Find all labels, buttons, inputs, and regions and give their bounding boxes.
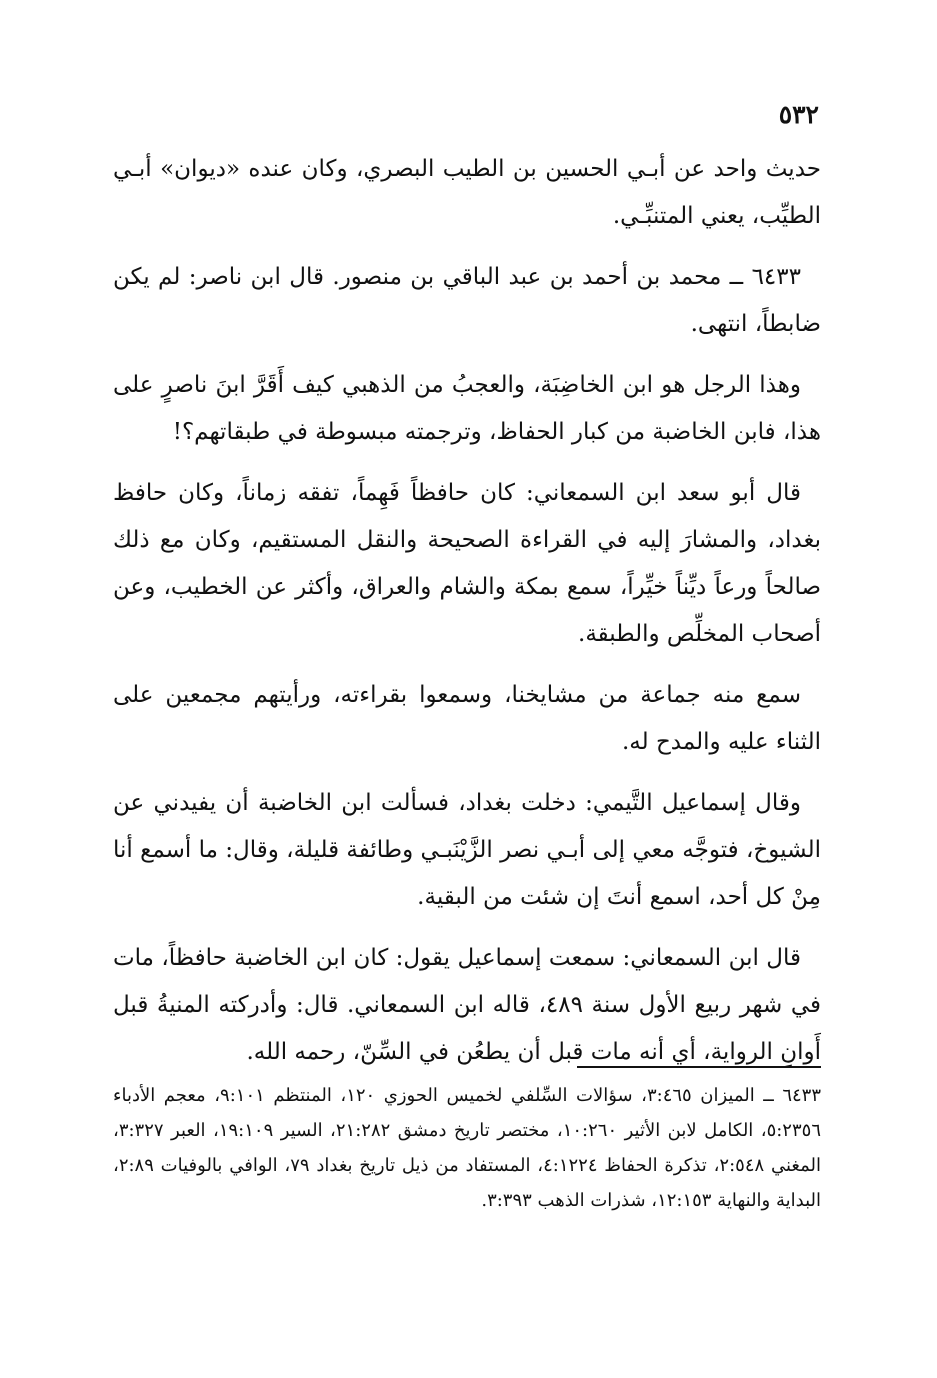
paragraph: وهذا الرجل هو ابن الخاضِبَة، والعجبُ من الذهبي كيف أَقَرَّ ابنَ ناصرٍ على هذا، فابن الخاضبة من كبار الحفاظ، وترجمته مبسوطة في طبقاتهم؟! (113, 372, 821, 445)
paragraph: قال ابن السمعاني: سمعت إسماعيل يقول: كان ابن الخاضبة حافظاً، مات في شهر ربيع الأول سنة ٤٨٩، قاله ابن السمعاني. قال: وأدركته المنيةُ قبل أَوانِ الرواية، أي أنه مات قبل أن يطعُن في السِّنّ، رحمه الله. (113, 945, 822, 1065)
footnote (113, 1078, 821, 1218)
footnote-text: ٦٤٣٣ ــ الميزان ٣:٤٦٥، سؤالات السِّلفي لخميس الحوزي ١٢٠، المنتظم ٩:١٠١، معجم الأدباء ٥:٢٣٥٦، الكامل لابن الأثير ١٠:٢٦٠، مختصر تاريخ دمشق ٢١:٢٨٢، السير ١٩:١٠٩، العبر ٣:٣٢٧، المغني ٢:٥٤٨، تذكرة الحفاظ ٤:١٢٢٤، المستفاد من ذيل تاريخ بغداد ٧٩، الوافي بالوفيات ٢:٨٩، البداية والنهاية ١٢:١٥٣، شذرات الذهب ٣:٣٩٣. (113, 1085, 822, 1211)
paragraph: وقال إسماعيل التَّيمي: دخلت بغداد، فسألت ابن الخاضبة أن يفيدني عن الشيوخ، فتوجَّه معي إلى أبـي نصر الزَّيْنَبـي وطائفة قليلة، وقال: ما أسمع أنا مِنْ كل أحد، اسمع أنتَ إن شئت من البقية. (113, 790, 821, 910)
main-text (113, 146, 821, 1090)
page-number: ٥٣٢ (778, 100, 819, 129)
footnote-divider (577, 1066, 821, 1068)
paragraph: قال أبو سعد ابن السمعاني: كان حافظاً فَهِماً، تفقه زماناً، وكان حافظ بغداد، والمشارَ إليه في القراءة الصحيحة والنقل المستقيم، وكان مع ذلك صالحاً ورعاً ديِّناً خيِّراً، سمع بمكة والشام والعراق، وأكثر عن الخطيب، وعن أصحاب المخلِّص والطبقة. (113, 480, 821, 647)
entry-heading-paragraph: ٦٤٣٣ ــ محمد بن أحمد بن عبد الباقي بن منصور. قال ابن ناصر: لم يكن ضابطاً، انتهى. (113, 264, 821, 337)
paragraph: سمع منه جماعة من مشايخنا، وسمعوا بقراءته، ورأيتهم مجمعين على الثناء عليه والمدح له. (113, 682, 821, 755)
paragraph-continuation: حديث واحد عن أبـي الحسين بن الطيب البصري، وكان عنده «ديوان» أبـي الطيِّب، يعني المتنبِّـي. (113, 156, 821, 229)
